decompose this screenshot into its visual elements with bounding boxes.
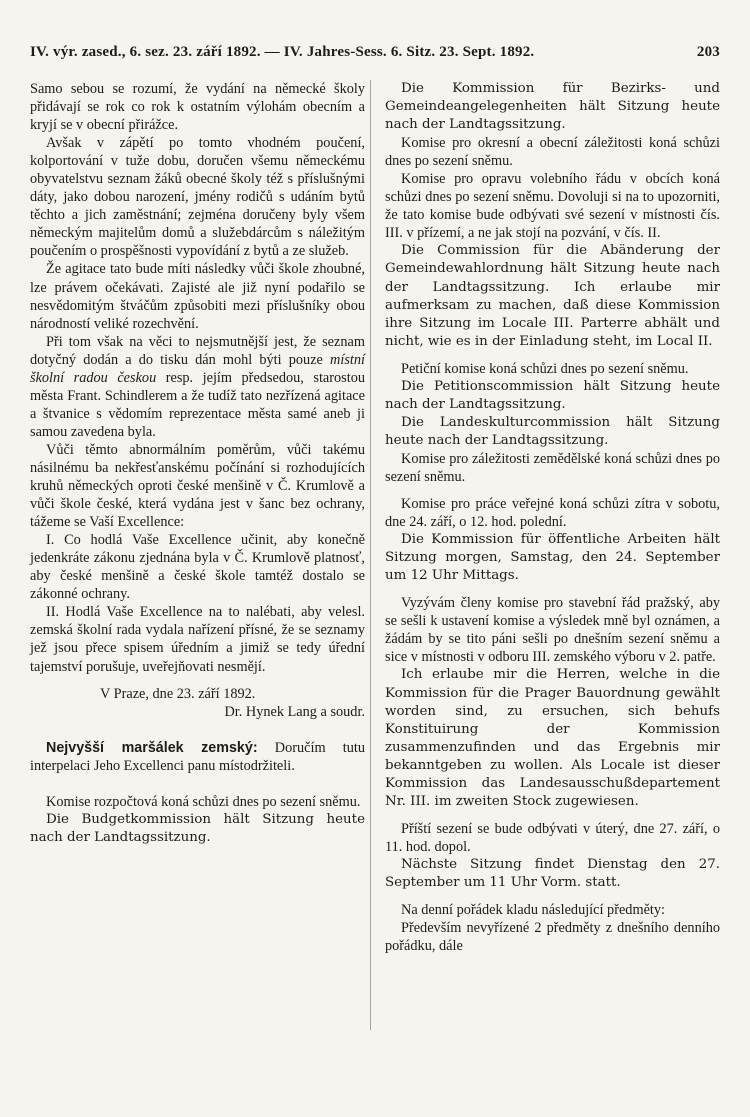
paragraph: Komise pro záležitosti zemědělské koná schůzi dnes po sezení sněmu. [385, 450, 720, 485]
paragraph: II. Hodlá Vaše Excellence na to nalébati, aby velesl. zemská školní rada vydala nařízení přísné, že se seznamy jež jsou přece spisem úředním a jimiž se tedy úřední tajemství porušuje, uveřejňovati nesmějí. [30, 604, 365, 675]
paragraph: Komise rozpočtová koná schůzi dnes po sezení sněmu. [46, 793, 361, 810]
paragraph [30, 333, 365, 441]
paragraph: Že agitace tato bude míti následky vůči škole zhoubné, lze právem očekávati. Zajisté ale již nyní podařilo se nesvědomitým štváčům způsobiti mezi příslušníky obou národností veliké rozechvění. [30, 261, 365, 332]
paragraph: Vůči těmto abnormálním poměrům, vůči takému násilnému ba nekřesťanskému počínání si rozhodujících kruhů německých oproti české menšině v Č. Krumlově a vůči škole české, která vydána jest v šanc bez ochrany, tážeme se Vaší Excellence: [30, 441, 365, 531]
paragraph: Die Petitionscommission hält Sitzung heute nach der Landtagssitzung. [385, 378, 720, 412]
paragraph: Na denní pořádek kladu následující předměty: [401, 902, 666, 919]
paragraph: Petiční komise koná schůzi dnes po sezení sněmu. [401, 360, 689, 377]
paragraph: Die Commission für die Abänderung der Gemeindewahlordnung hält Sitzung heute nach der Landtagssitzung. Ich erlaube mir aufmerksam zu machen, daß diese Kommission ihre Sitzung im Locale III. Parterre abhält und nicht, wie es in der Einladung steht, im Local II. [385, 243, 720, 349]
header-title: IV. výr. zased., 6. sez. 23. září 1892. — IV. Jahres-Sess. 6. Sitz. 23. Sept. 1892. [30, 44, 535, 60]
paragraph: Avšak v zápětí po tomto vhodném poučení, kolportování v tuže dobu, doručen všemu německému obyvatelstvu seznam žáků obecné školy též s příslušnými dáty, jako dobou narození, jmény rodičů s udáním bytů těchto a jich zaměstnání; zejména doručeny byly všem německým majitelům domů a služebdárcům s náležitým poučením o prospěšnosti vypovídání z bytů a ze služeb. [30, 135, 365, 260]
text-run: resp. jejím předsedou, starostou města Frant. Schindlerem a že tudíž tato nezřízená agitace a štvanice s vědomím reprezentace města samé aneb ji samou zavedena byla. [30, 369, 366, 440]
right-column [385, 80, 720, 955]
paragraph: Příští sezení se bude odbývati v úterý, dne 27. září, o 11. hod. dopol. [385, 820, 720, 855]
text-run: Doručím tutu interpelaci Jeho Excellenci panu místodržiteli. [30, 739, 365, 774]
column-divider [370, 80, 371, 1030]
left-column [30, 80, 365, 847]
running-header [30, 44, 720, 61]
paragraph [30, 739, 365, 775]
paragraph: I. Co hodlá Vaše Excellence učinit, aby konečně jedenkráte zákonu zjednána byla v Č. Krumlově platnosť, aby české menšině a české škole tamtéž dostalo se zákonné ochrany. [30, 532, 365, 603]
page-number: 203 [696, 44, 720, 60]
date-line: V Praze, dne 23. září 1892. [100, 685, 256, 702]
paragraph: Ich erlaube mir die Herren, welche in die Kommission für die Prager Bauordnung gewählt worden sind, zu ersuchen, sich behufs Konstituirung der Kommission zusammenzufinden und das Ergebnis mir bekanntgeben zu wollen. Als Locale ist dieser Kommission das Landesausschußdepartement Nr. III. im zweiten Stock zugewiesen. [385, 667, 720, 809]
paragraph: Die Landeskulturcommission hält Sitzung heute nach der Landtagssitzung. [385, 414, 720, 448]
italic-text: místní školní radou českou [30, 351, 365, 386]
paragraph: Komise pro okresní a obecní záležitosti koná schůzi dnes po sezení sněmu. [385, 135, 720, 170]
paragraph: Die Kommission für öffentliche Arbeiten hält Sitzung morgen, Samstag, den 24. September um 12 Uhr Mittags. [385, 532, 720, 584]
paragraph: Komise pro opravu volebního řádu v obcích koná schůzi dnes po sezení sněmu. Dovoluji si na to upozorniti, že tato komise bude odbývati své sezení v místnosti čís. III. v přízemí, a ne jak stojí na pozvání, v čís. II. [385, 171, 720, 242]
paragraph: Vyzývám členy komise pro stavební řád pražský, aby se sešli k ustavení komise a výsledek mně byl oznámen, a žádám by se tito páni sešli po dnešním sezení sněmu a sice v místnosti v odboru III. zemského výboru v 2. patře. [385, 595, 720, 666]
text-run: Při tom však na věci to nejsmutnější jest, že seznam dotyčný dodán a do tisku dán mohl býti pouze [30, 333, 365, 368]
paragraph: Die Kommission für Bezirks- und Gemeindeangelegenheiten hält Sitzung heute nach der Landtagssitzung. [385, 81, 720, 133]
paragraph: Die Budgetkommission hält Sitzung heute nach der Landtagssitzung. [30, 811, 365, 845]
paragraph: Nächste Sitzung findet Dienstag den 27. September um 11 Uhr Vorm. statt. [385, 856, 720, 890]
paragraph: Komise pro práce veřejné koná schůzi zítra v sobotu, dne 24. září, o 12. hod. polední. [385, 496, 720, 531]
paragraph: Samo sebou se rozumí, že vydání na německé školy přidávají se rok co rok k ostatním výlohám obecním a kryjí se v obecní přirážce. [30, 81, 365, 134]
speaker-label: Nejvyšší maršálek zemský: [46, 739, 258, 756]
paragraph: Především nevyřízené 2 předměty z dnešního denního pořádku, dále [385, 920, 720, 955]
signature: Dr. Hynek Lang a soudr. [224, 703, 365, 720]
